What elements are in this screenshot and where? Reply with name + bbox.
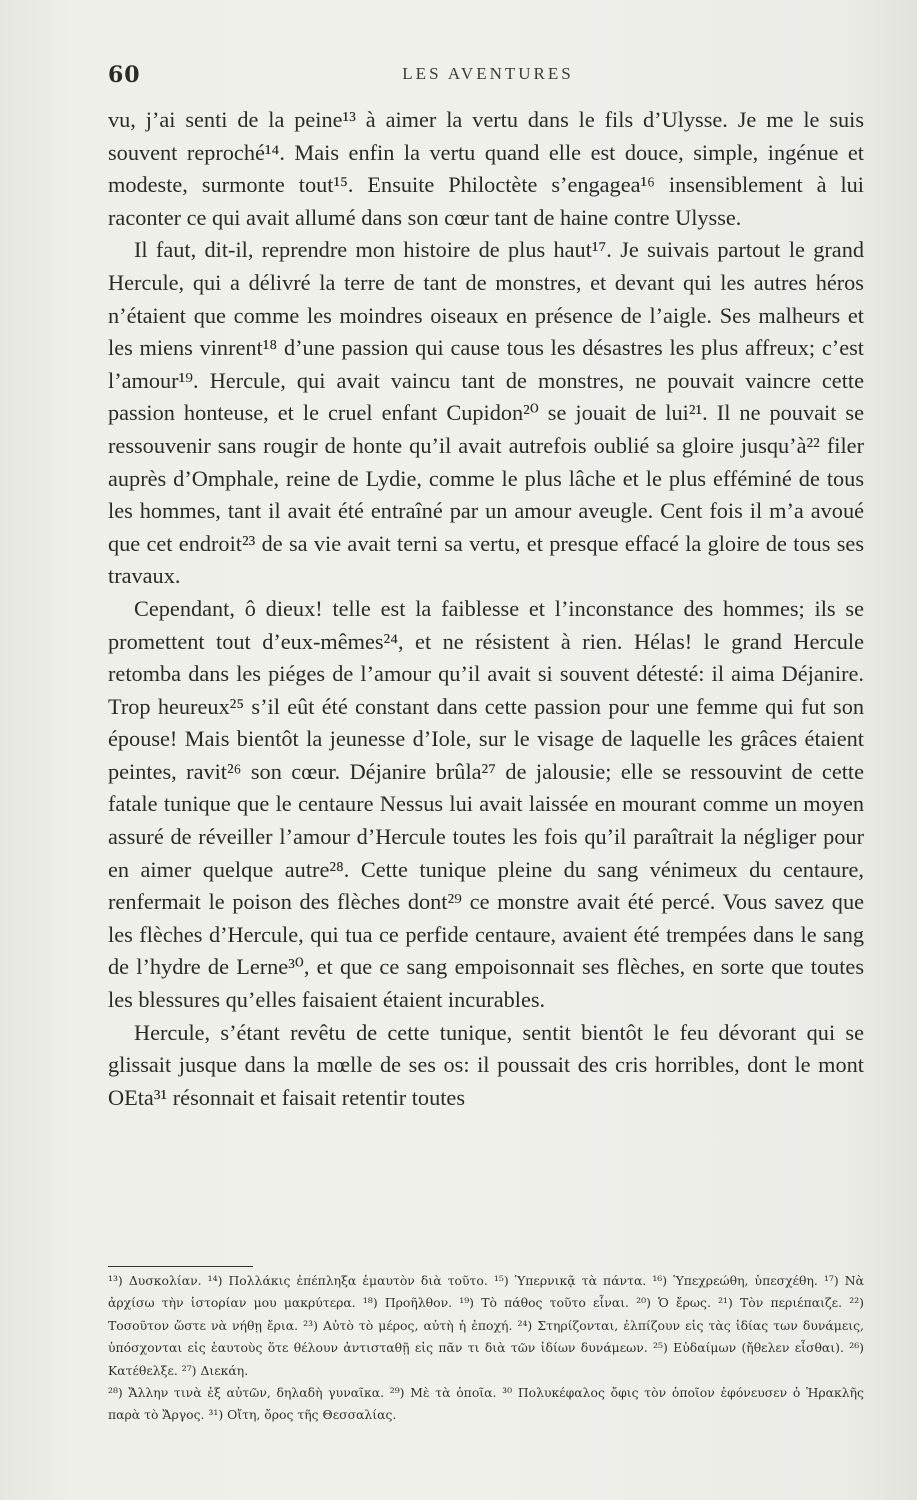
paragraph-1: vu, j’ai senti de la peine¹³ à aimer la vertu dans le fils d’Ulysse. Je me le suis souvent reproché¹⁴. Mais enfin la vertu quand elle est douce, simple, ingénue et modeste, surmonte tout¹⁵. Ensuite Philoctète s’engagea¹⁶ insensiblement à lui raconter ce qui avait allumé dans son cœur tant de haine contre Ulysse. [108,107,864,230]
main-text [108,104,864,1114]
page-header [108,62,868,92]
page-number: 60 [108,62,141,88]
paragraph-4: Hercule, s’étant revêtu de cette tunique, sentit bientôt le feu dévorant qui se glissait jusque dans la mœlle de ses os: il poussait des cris horribles, dont le mont OEta³¹ résonnait et faisait retentir toutes [108,1019,864,1110]
paragraph-3: Cependant, ô dieux! telle est la faiblesse et l’inconstance des hommes; ils se promettent tout d’eux-mêmes²⁴, et ne résistent à rien. Hélas! le grand Hercule retomba dans les piéges de l’amour qu’il avait si souvent détesté: il aima Déjanire. Trop heureux²⁵ s’il eût été constant dans cette passion pour une femme qui fut son épouse! Mais bientôt la jeunesse d’Iole, sur le visage de laquelle les grâces étaient peintes, ravit²⁶ son cœur. Déjanire brûla²⁷ de jalousie; elle se ressouvint de cette fatale tunique que le centaure Nessus lui avait laissée en mourant comme un moyen assuré de réveiller l’amour d’Hercule toutes les fois qu’il paraîtrait la négliger pour en aimer quelque autre²⁸. Cette tunique pleine du sang vénimeux du centaure, renfermait le poison des flèches dont²⁹ ce monstre avait été percé. Vous savez que les flèches d’Hercule, qui tua ce perfide centaure, avaient été trempées dans le sang de l’hydre de Lerne³⁰, et que ce sang empoisonnait ses flèches, en sorte que toutes les blessures qu’elles faisaient étaient incurables. [108,595,864,1013]
footnote-block-2: ²⁸) Ἄλλην τινὰ ἐξ αὐτῶν, δηλαδὴ γυναῖκα. ²⁹) Μὲ τὰ ὁποῖα. ³⁰ Πολυκέφαλος ὄφις τὸν ὁποῖον ἐφόνευσεν ὁ Ἡρακλῆς παρὰ τὸ Ἄργος. ³¹) Οἴτη, ὄρος τῆς Θεσσαλίας. [108,1385,864,1423]
footnotes [108,1270,864,1427]
footnote-divider [108,1266,253,1267]
running-title: LES AVENTURES [402,64,574,83]
paragraph-2: Il faut, dit-il, reprendre mon histoire de plus haut¹⁷. Je suivais partout le grand Hercule, qui a délivré la terre de tant de monstres, et devant qui les autres héros n’étaient que comme les moindres oiseaux en présence de l’aigle. Ses malheurs et les miens vinrent¹⁸ d’une passion qui cause tous les désastres les plus affreux; c’est l’amour¹⁹. Hercule, qui avait vaincu tant de monstres, ne pouvait vaincre cette passion honteuse, et le cruel enfant Cupidon²⁰ se jouait de lui²¹. Il ne pouvait se ressouvenir sans rougir de honte qu’il avait autrefois oublié sa gloire jusqu’à²² filer auprès d’Omphale, reine de Lydie, comme le plus lâche et le plus efféminé de tous les hommes, tant il avait été entraîné par un amour aveugle. Cent fois il m’a avoué que cet endroit²³ de sa vie avait terni sa vertu, et presque effacé la gloire de tous ses travaux. [108,237,864,589]
footnote-block-1: ¹³) Δυσκολίαν. ¹⁴) Πολλάκις ἐπέπληξα ἐμαυτὸν διὰ τοῦτο. ¹⁵) Ὑπερνικᾷ τὰ πάντα. ¹⁶) Ὑπεχρεώθη, ὑπεσχέθη. ¹⁷) Νὰ ἀρχίσω τὴν ἱστορίαν μου μακρύτερα. ¹⁸) Προῆλθον. ¹⁹) Τὸ πάθος τοῦτο εἶναι. ²⁰) Ὁ ἔρως. ²¹) Τὸν περιέπαιζε. ²²) Τοσοῦτον ὥστε νὰ νήθῃ ἔρια. ²³) Αὐτὸ τὸ μέρος, αὐτὴ ἡ ἐποχή. ²⁴) Στηρίζονται, ἐλπίζουν εἰς τὰς ἰδίας των δυνάμεις, ὑπόσχονται εἰς ἑαυτοὺς ὅτε θέλουν ἀντισταθῇ εἰς πᾶν τι διὰ τῶν ἰδίων δυνάμεων. ²⁵) Εὐδαίμων (ἤθελεν εἶσθαι). ²⁶) Κατέθελξε. ²⁷) Διεκάη. [108,1273,864,1378]
